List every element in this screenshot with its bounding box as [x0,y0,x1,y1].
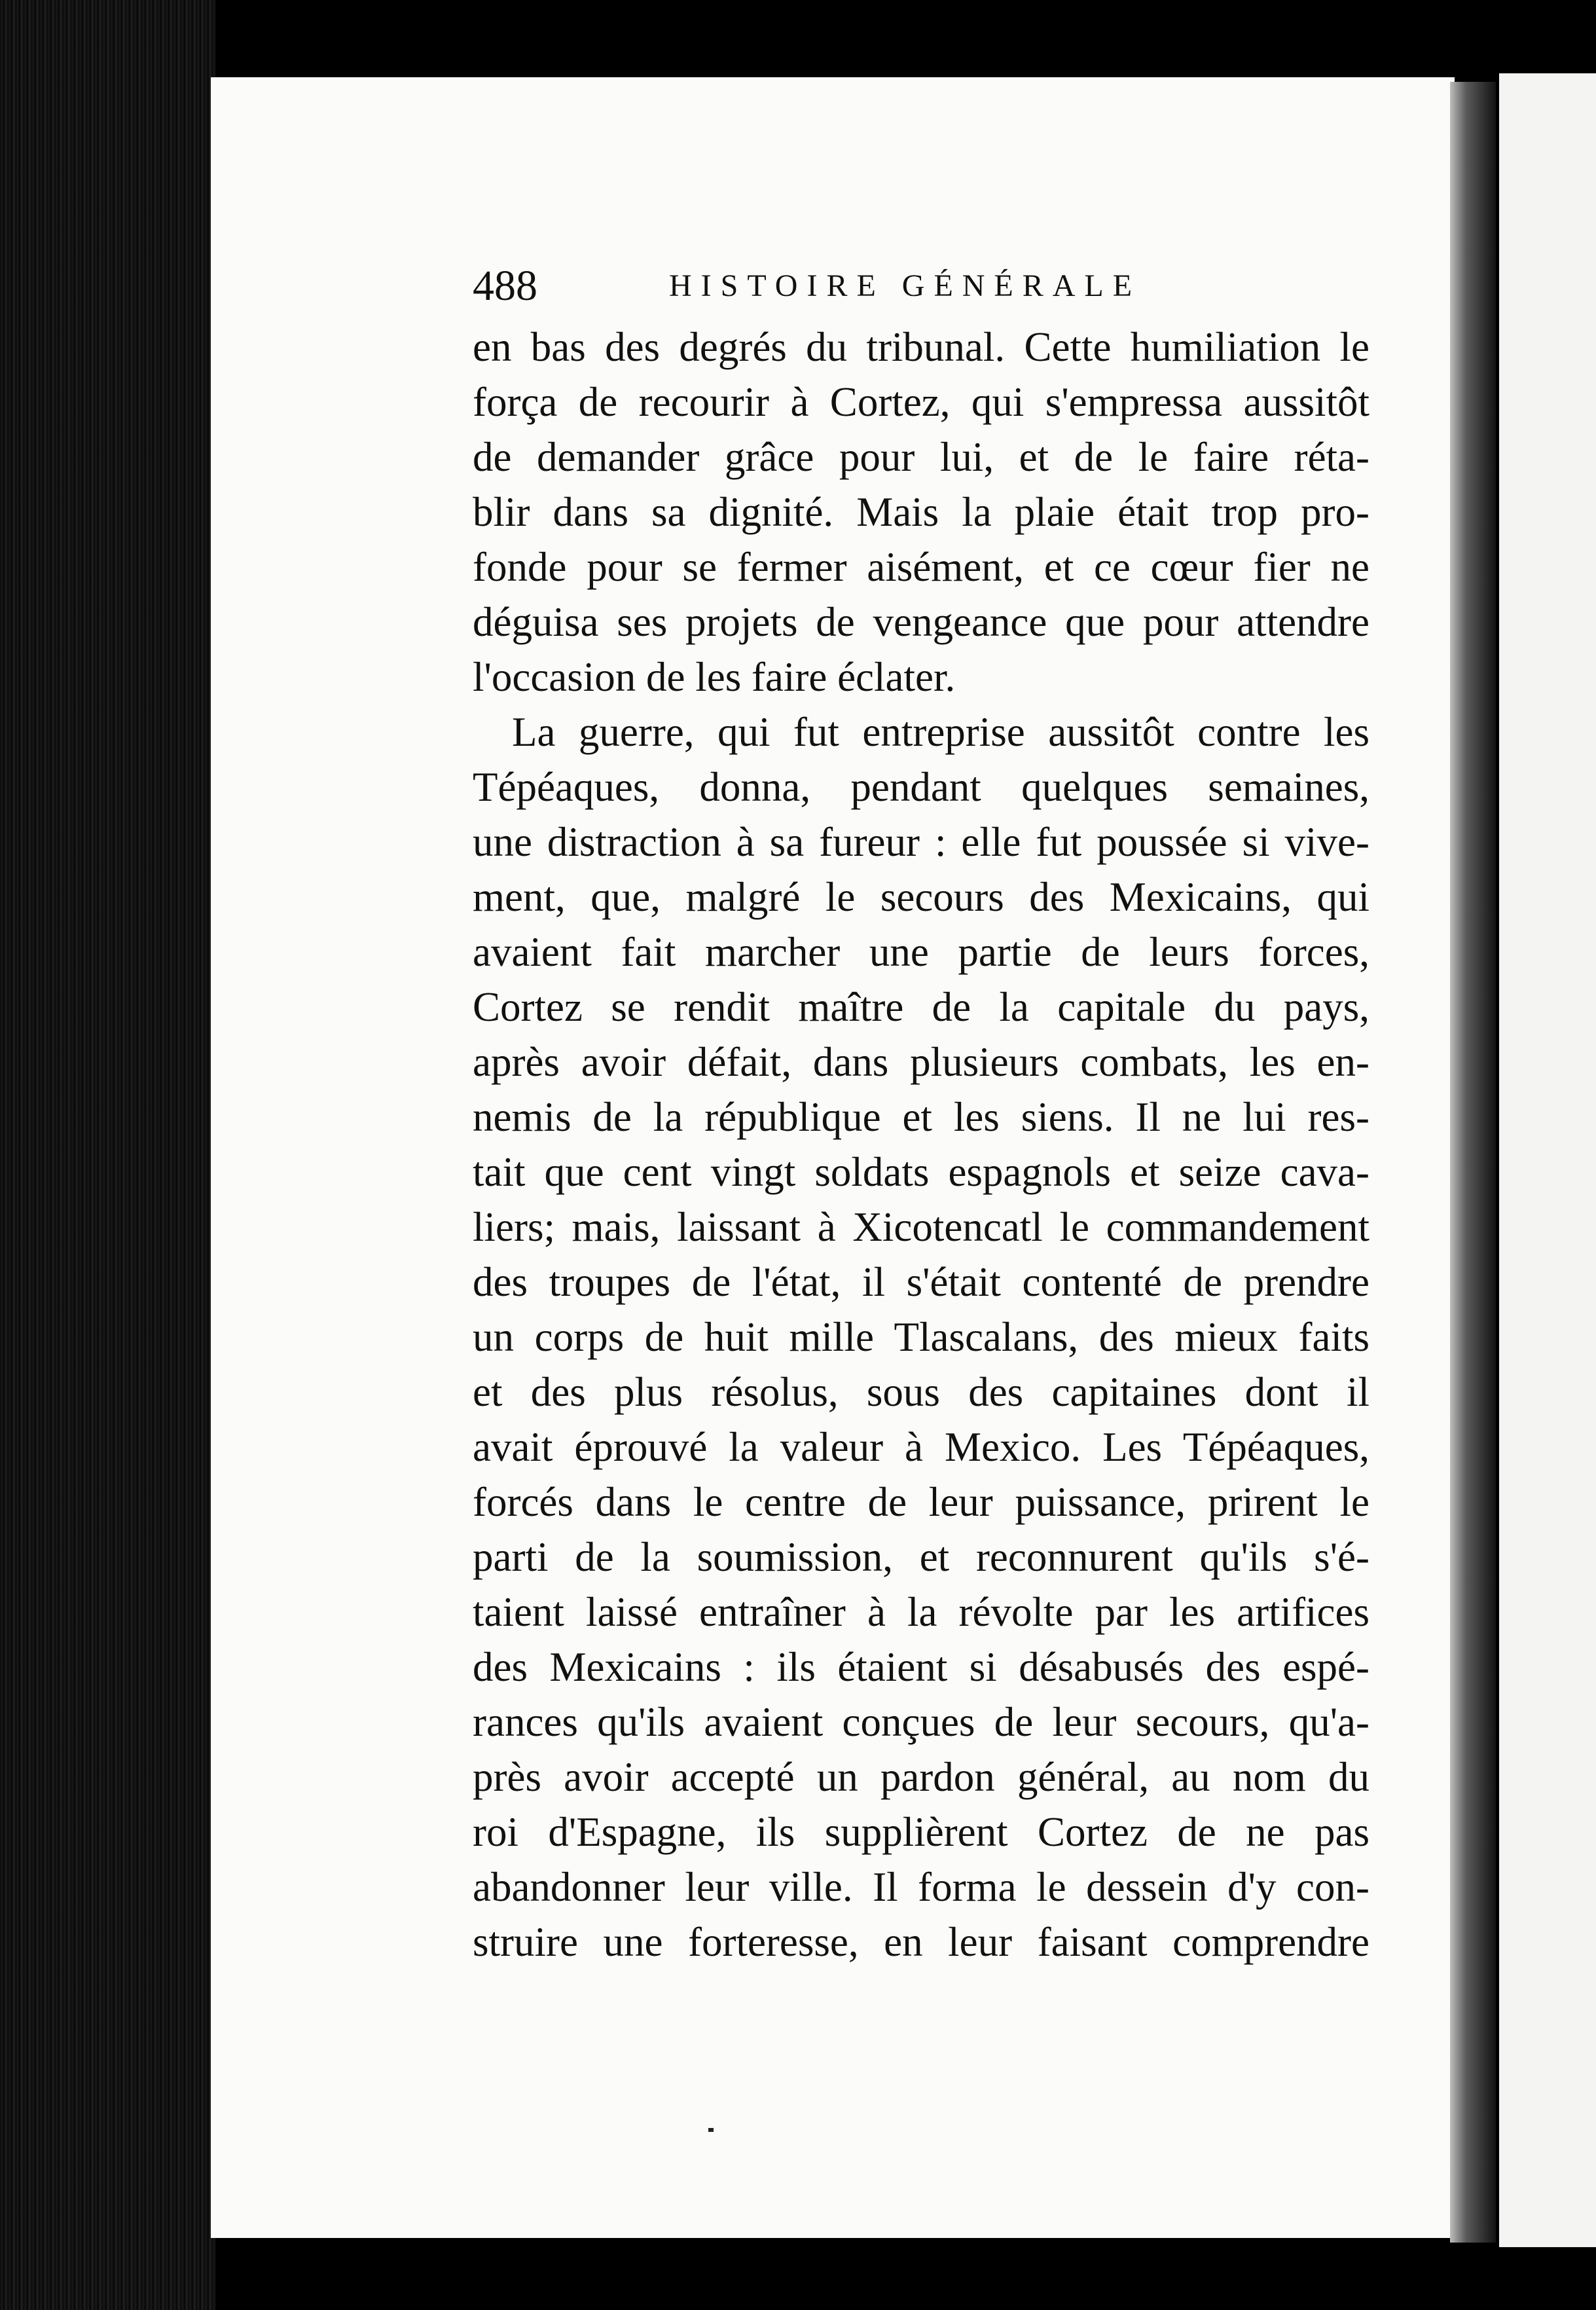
paragraph [473,320,1369,705]
ink-speck [708,2128,714,2132]
book-gutter [1450,82,1496,2243]
page-number: 488 [473,262,537,310]
text-line: nemis de la république et les siens. Il ne lui res- [473,1094,1369,1140]
text-line: taient laissé entraîner à la révolte par les artifices [473,1589,1369,1635]
page-header [473,257,1383,316]
text-line: l'occasion de les faire éclater. [473,654,956,700]
body-text [473,320,1369,1970]
text-line: après avoir défait, dans plusieurs combats, les en- [473,1039,1369,1085]
text-line: blir dans sa dignité. Mais la plaie était trop pro- [473,489,1369,535]
text-line: près avoir accepté un pardon général, au nom du [473,1754,1369,1800]
scan-left-edge [0,0,216,2310]
running-title: HISTOIRE GÉNÉRALE [669,268,1142,303]
text-line: abandonner leur ville. Il forma le dessein d'y con- [473,1864,1369,1910]
text-line: des Mexicains : ils étaient si désabusés des espé- [473,1644,1369,1690]
text-line: Cortez se rendit maître de la capitale du pays, [473,984,1369,1030]
text-line: ment, que, malgré le secours des Mexicains, qui [473,874,1369,920]
text-line: força de recourir à Cortez, qui s'empressa aussitôt [473,379,1369,425]
text-line: rances qu'ils avaient conçues de leur secours, qu'a- [473,1699,1369,1745]
text-line: fonde pour se fermer aisément, et ce cœur fier ne [473,544,1369,590]
text-line: parti de la soumission, et reconnurent qu'ils s'é- [473,1534,1369,1580]
text-line: déguisa ses projets de vengeance que pour attendre [473,599,1369,645]
facing-page-edge [1499,73,1596,2247]
text-line: et des plus résolus, sous des capitaines dont il [473,1369,1369,1415]
text-line: forcés dans le centre de leur puissance, prirent le [473,1479,1369,1525]
text-line: roi d'Espagne, ils supplièrent Cortez de ne pas [473,1809,1369,1855]
text-line: en bas des degrés du tribunal. Cette humiliation le [473,324,1369,370]
text-line: tait que cent vingt soldats espagnols et seize cava- [473,1149,1369,1195]
text-line: struire une forteresse, en leur faisant comprendre [473,1919,1369,1965]
text-line: de demander grâce pour lui, et de le faire réta- [473,434,1369,480]
text-line: avait éprouvé la valeur à Mexico. Les Tépéaques, [473,1424,1369,1470]
paragraph [473,705,1369,1970]
text-line: Tépéaques, donna, pendant quelques semaines, [473,764,1369,810]
text-line: avaient fait marcher une partie de leurs forces, [473,929,1369,975]
text-line: liers; mais, laissant à Xicotencatl le commandement [473,1204,1369,1250]
text-line: un corps de huit mille Tlascalans, des mieux faits [473,1314,1369,1360]
text-line: des troupes de l'état, il s'était contenté de prendre [473,1259,1369,1305]
text-line: une distraction à sa fureur : elle fut poussée si vive- [473,819,1369,865]
text-line: La guerre, qui fut entreprise aussitôt contre les [512,709,1369,755]
